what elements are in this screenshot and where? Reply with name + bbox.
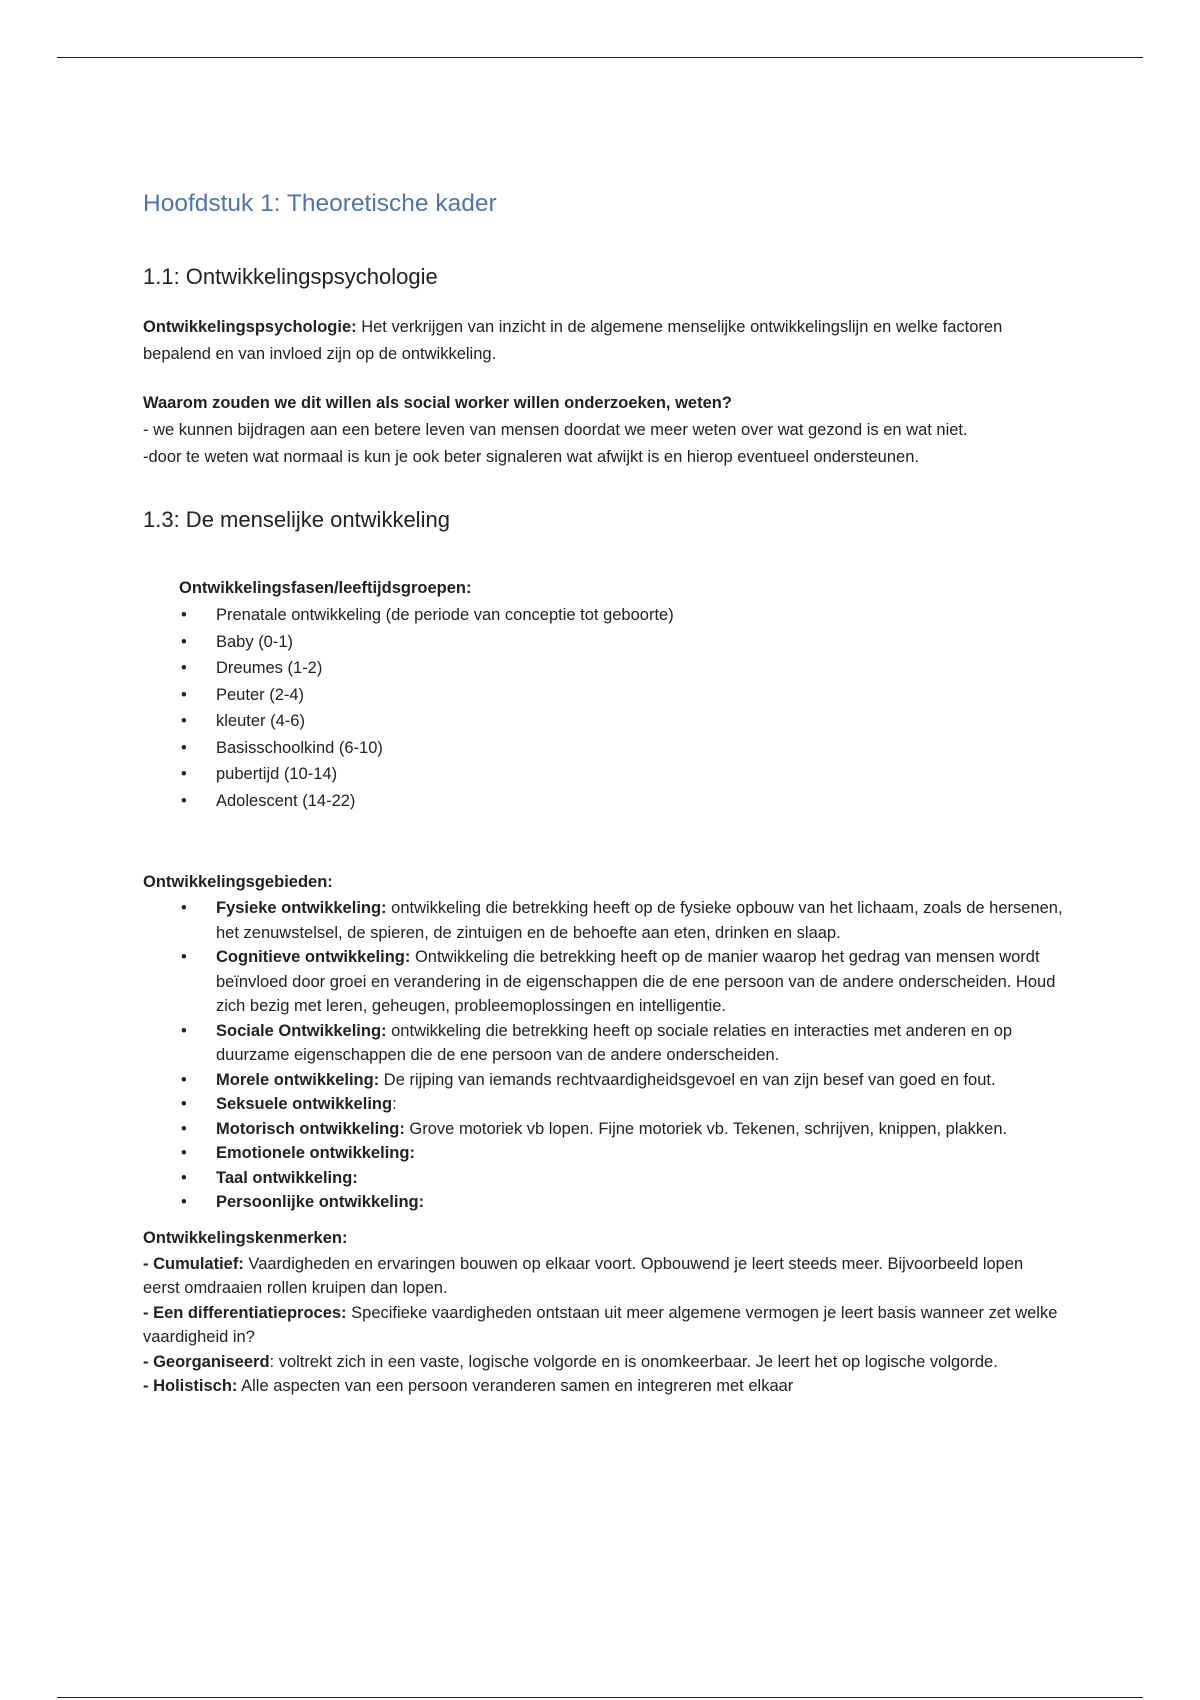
section-title-1-1: 1.1: Ontwikkelingspsychologie [143,264,438,289]
phases-title: Ontwikkelingsfasen/leeftijdsgroepen: [179,579,472,597]
area-term: Morele ontwikkeling: [216,1070,380,1089]
area-term: Taal ontwikkeling: [216,1168,358,1187]
bullet-icon: • [181,1070,187,1089]
trait-paragraph [143,1252,1063,1301]
trait-text: : voltrekt zich in een vaste, logische volgorde en is onomkeerbaar. Je leert het op logische volgorde. [269,1352,998,1371]
bullet-icon: • [181,765,187,783]
bullet-icon: • [181,1168,187,1187]
area-term: Motorisch ontwikkeling: [216,1119,405,1138]
bullet-icon: • [181,606,187,624]
trait-paragraph [143,1350,1063,1375]
definition-text: Het verkrijgen van inzicht in de algemene menselijke ontwikkelingslijn en welke factoren bepalend en van invloed zijn op de ontwikkeling. [143,318,1003,363]
area-list-item [143,1141,1063,1166]
phase-list-item [143,602,1063,629]
bullet-icon: • [181,1193,187,1211]
phase-list-item [143,735,1063,762]
area-text: ontwikkeling die betrekking heeft op de fysieke opbouw van het lichaam, zoals de hersenen, het zenuwstelsel, de spieren, de zintuigen en de behoefte aan eten, drinken en slaap. [216,899,1063,942]
area-text: ontwikkeling die betrekking heeft op sociale relaties en interacties met anderen en op duurzame eigenschappen die de ene persoon van de andere onderscheiden. [216,1021,1013,1064]
bullet-icon: • [181,1095,187,1113]
area-text: : [392,1095,397,1113]
answer-2: -door te weten wat normaal is kun je ook beter signaleren wat afwijkt is en hierop eventueel ondersteunen. [143,448,919,466]
area-list-item [143,1068,1063,1093]
question-heading: Waarom zouden we dit willen als social worker willen onderzoeken, weten? [143,394,732,412]
document-body [143,188,1063,1399]
chapter-title: Hoofdstuk 1: Theoretische kader [143,190,497,217]
phase-text: Baby (0-1) [216,632,294,651]
area-term: Emotionele ontwikkeling: [216,1144,415,1162]
area-list-item [143,1190,1063,1215]
areas-list [143,896,1063,1215]
answer-1: - we kunnen bijdragen aan een betere leven van mensen doordat we meer weten over wat gezond is en wat niet. [143,421,968,439]
header-rule [57,57,1143,58]
trait-term: - Een differentiatieproces: [143,1303,347,1322]
phase-text: pubertijd (10-14) [216,765,338,783]
trait-text: Alle aspecten van een persoon veranderen samen en integreren met elkaar [237,1377,794,1395]
area-list-item [143,1092,1063,1117]
definition-paragraph [143,314,1063,368]
trait-text: Specifieke vaardigheden ontstaan uit meer algemene vermogen je leert basis wanneer zet welke vaardigheid in? [143,1303,1058,1346]
trait-text: Vaardigheden en ervaringen bouwen op elkaar voort. Opbouwend je leert steeds meer. Bijvoorbeeld lopen eerst omdraaien rollen kruipen dan lopen. [143,1254,1024,1297]
area-list-item [143,945,1063,1019]
phase-text: Dreumes (1-2) [216,659,323,677]
area-term: Persoonlijke ontwikkeling: [216,1193,425,1211]
areas-title: Ontwikkelingsgebieden: [143,873,333,891]
bullet-icon: • [181,632,187,651]
area-term: Cognitieve ontwikkeling: [216,948,411,966]
phase-list-item [143,708,1063,735]
bullet-icon: • [181,1119,187,1138]
area-list-item [143,896,1063,945]
bullet-icon: • [181,685,187,704]
area-term: Seksuele ontwikkeling [216,1095,393,1113]
trait-paragraph [143,1301,1063,1350]
bullet-icon: • [181,948,187,966]
phase-text: Basisschoolkind (6-10) [216,738,383,757]
traits-list [143,1252,1063,1399]
area-list-item [143,1117,1063,1142]
bullet-icon: • [181,791,187,810]
section-title-1-3: 1.3: De menselijke ontwikkeling [143,507,450,532]
trait-paragraph [143,1374,1063,1399]
bullet-icon: • [181,1021,187,1040]
area-term: Fysieke ontwikkeling: [216,899,387,917]
trait-term: - Cumulatief: [143,1254,244,1273]
definition-term: Ontwikkelingspsychologie: [143,318,357,336]
area-term: Sociale Ontwikkeling: [216,1021,387,1040]
phase-text: Adolescent (14-22) [216,791,356,810]
phase-text: Peuter (2-4) [216,685,305,704]
trait-term: - Holistisch: [143,1377,238,1395]
phases-list [143,602,1063,814]
bullet-icon: • [181,1144,187,1162]
phase-list-item [143,655,1063,682]
bullet-icon: • [181,899,187,917]
phase-text: kleuter (4-6) [216,712,305,730]
phase-list-item [143,629,1063,656]
area-text: De rijping van iemands rechtvaardigheidsgevoel en van zijn besef van goed en fout. [379,1070,996,1089]
phase-list-item [143,682,1063,709]
phase-list-item [143,788,1063,815]
area-list-item [143,1166,1063,1191]
area-text: Grove motoriek vb lopen. Fijne motoriek vb. Tekenen, schrijven, knippen, plakken. [404,1119,1008,1138]
bullet-icon: • [181,712,187,730]
trait-term: - Georganiseerd [143,1352,270,1371]
footer-rule [57,1697,1143,1698]
area-list-item [143,1019,1063,1068]
phase-list-item [143,761,1063,788]
phase-text: Prenatale ontwikkeling (de periode van conceptie tot geboorte) [216,606,674,624]
traits-title: Ontwikkelingskenmerken: [143,1228,348,1247]
area-text: Ontwikkeling die betrekking heeft op de manier waarop het gedrag van mensen wordt beïnvloed door groei en verandering in de eigenschappen die de ene persoon van de andere onderscheiden. Houd zich bezig met leren, geheugen, probleemoplossingen en intelligentie. [216,948,1056,1015]
bullet-icon: • [181,659,187,677]
bullet-icon: • [181,738,187,757]
